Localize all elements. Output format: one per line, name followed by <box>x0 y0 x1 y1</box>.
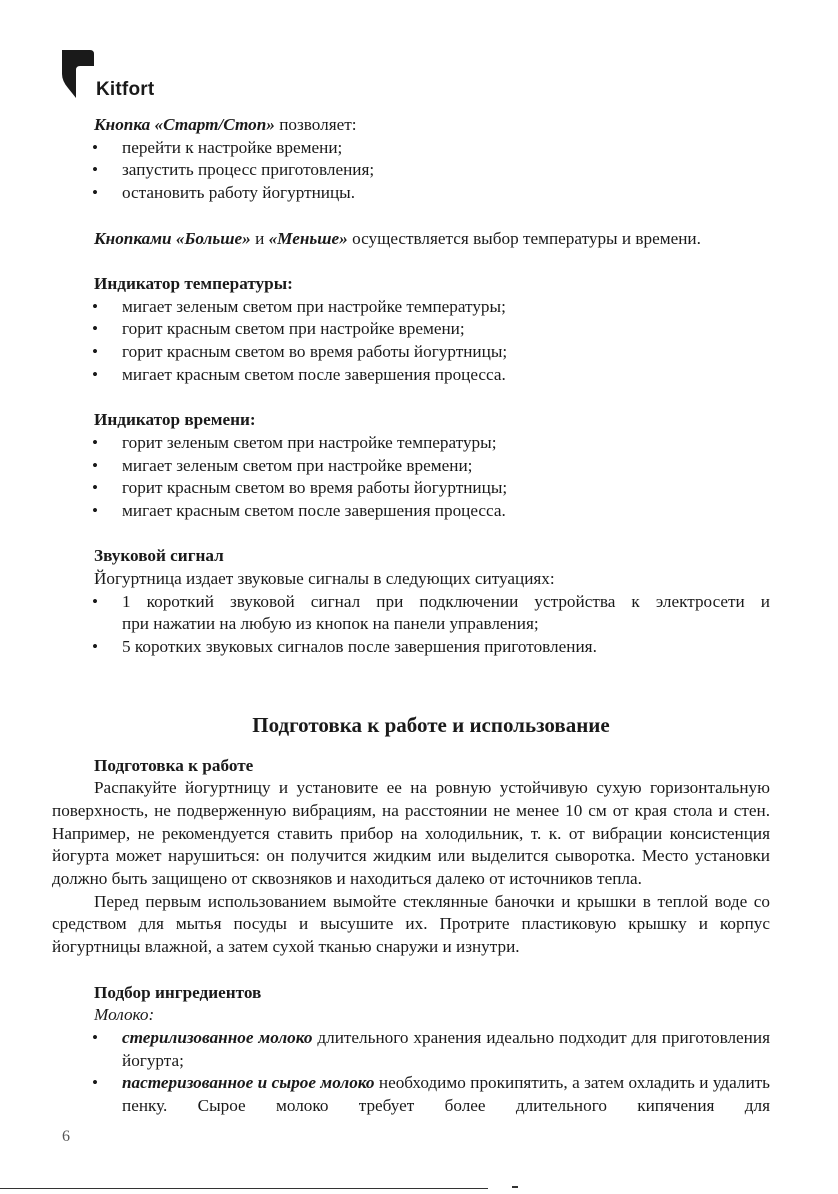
list-item: • запустить процесс приготовления; <box>92 160 375 180</box>
preparation-paragraph-1: Распакуйте йогуртницу и установите ее на ровную устойчивую сухую горизонтальную поверхность, не подверженную вибрациям, на расстоянии не менее 10 см от края стола и стен. Например, не рекомендуется ставить прибор на холодильник, т. к. от вибрации консистенция йогурта может нарушиться: он получится жидким или выделится сыворотка. Место установки должно быть защищено от сквозняков и находиться далеко от источников тепла. <box>52 778 770 889</box>
list-item: • горит красным светом во время работы йогуртницы; <box>92 342 508 361</box>
preparation-title: Подготовка к работе <box>94 755 254 775</box>
brand-logo <box>62 48 172 108</box>
list-item: • стерилизованное молоко длительного хранения идеально подходит для приготовления йогурта; <box>92 1027 770 1070</box>
time-indicator-title: Индикатор времени: <box>94 410 256 430</box>
milk-label: Молоко: <box>94 1005 155 1025</box>
sound-title: Звуковой сигнал <box>94 546 224 566</box>
brand-name: Kitfort <box>96 79 155 100</box>
list-item: • пастеризованное и сырое молоко необходимо прокипятить, а затем охладить и удалить пенку. Сырое молоко требует более длительного кипячения для <box>92 1073 770 1116</box>
list-item: • горит красным светом во время работы йогуртницы; <box>92 478 508 498</box>
list-item: • мигает красным светом после завершения процесса. <box>92 500 506 520</box>
ingredients-title: Подбор ингредиентов <box>94 982 262 1002</box>
more-less-text: Кнопками «Больше» и «Меньше» осуществляется выбор температуры и времени. <box>94 228 701 248</box>
list-item: • мигает зеленым светом при настройке температуры; <box>92 296 506 316</box>
kitfort-logo-icon <box>62 48 94 98</box>
list-item-continuation: при нажатии на любую из кнопок на панели управления; <box>122 614 539 634</box>
temp-indicator-title: Индикатор температуры: <box>94 273 293 293</box>
list-item: • 1 короткий звуковой сигнал при подключении устройства к электросети и <box>92 591 770 611</box>
start-stop-rest: позволяет: <box>274 115 357 134</box>
page-number: 6 <box>62 1128 70 1145</box>
section-title: Подготовка к работе и использование <box>252 712 610 737</box>
list-item: • перейти к настройке времени; <box>92 137 343 157</box>
start-stop-heading <box>52 114 770 137</box>
bottom-divider <box>0 1188 488 1189</box>
start-stop-title: Кнопка «Старт/Стоп» <box>94 115 275 134</box>
list-item: • 5 коротких звуковых сигналов после завершения приготовления. <box>92 637 597 657</box>
page-content <box>52 114 770 1118</box>
list-item: • остановить работу йогуртницы. <box>92 183 356 203</box>
preparation-paragraph-2: Перед первым использованием вымойте стеклянные баночки и крышки в теплой воде со средством для мытья посуды и высушите их. Протрите пластиковую крышку и корпус йогуртницы влажной, а затем сухой тканью снаружи и изнутри. <box>52 891 770 957</box>
bottom-tick-mark <box>512 1186 518 1188</box>
list-item: • мигает зеленым светом при настройке времени; <box>92 455 473 475</box>
list-item: • мигает красным светом после завершения процесса. <box>92 364 506 384</box>
list-item: • горит красным светом при настройке времени; <box>92 319 465 339</box>
sound-intro: Йогуртница издает звуковые сигналы в следующих ситуациях: <box>94 569 555 588</box>
list-item: • горит зеленым светом при настройке температуры; <box>92 432 497 452</box>
